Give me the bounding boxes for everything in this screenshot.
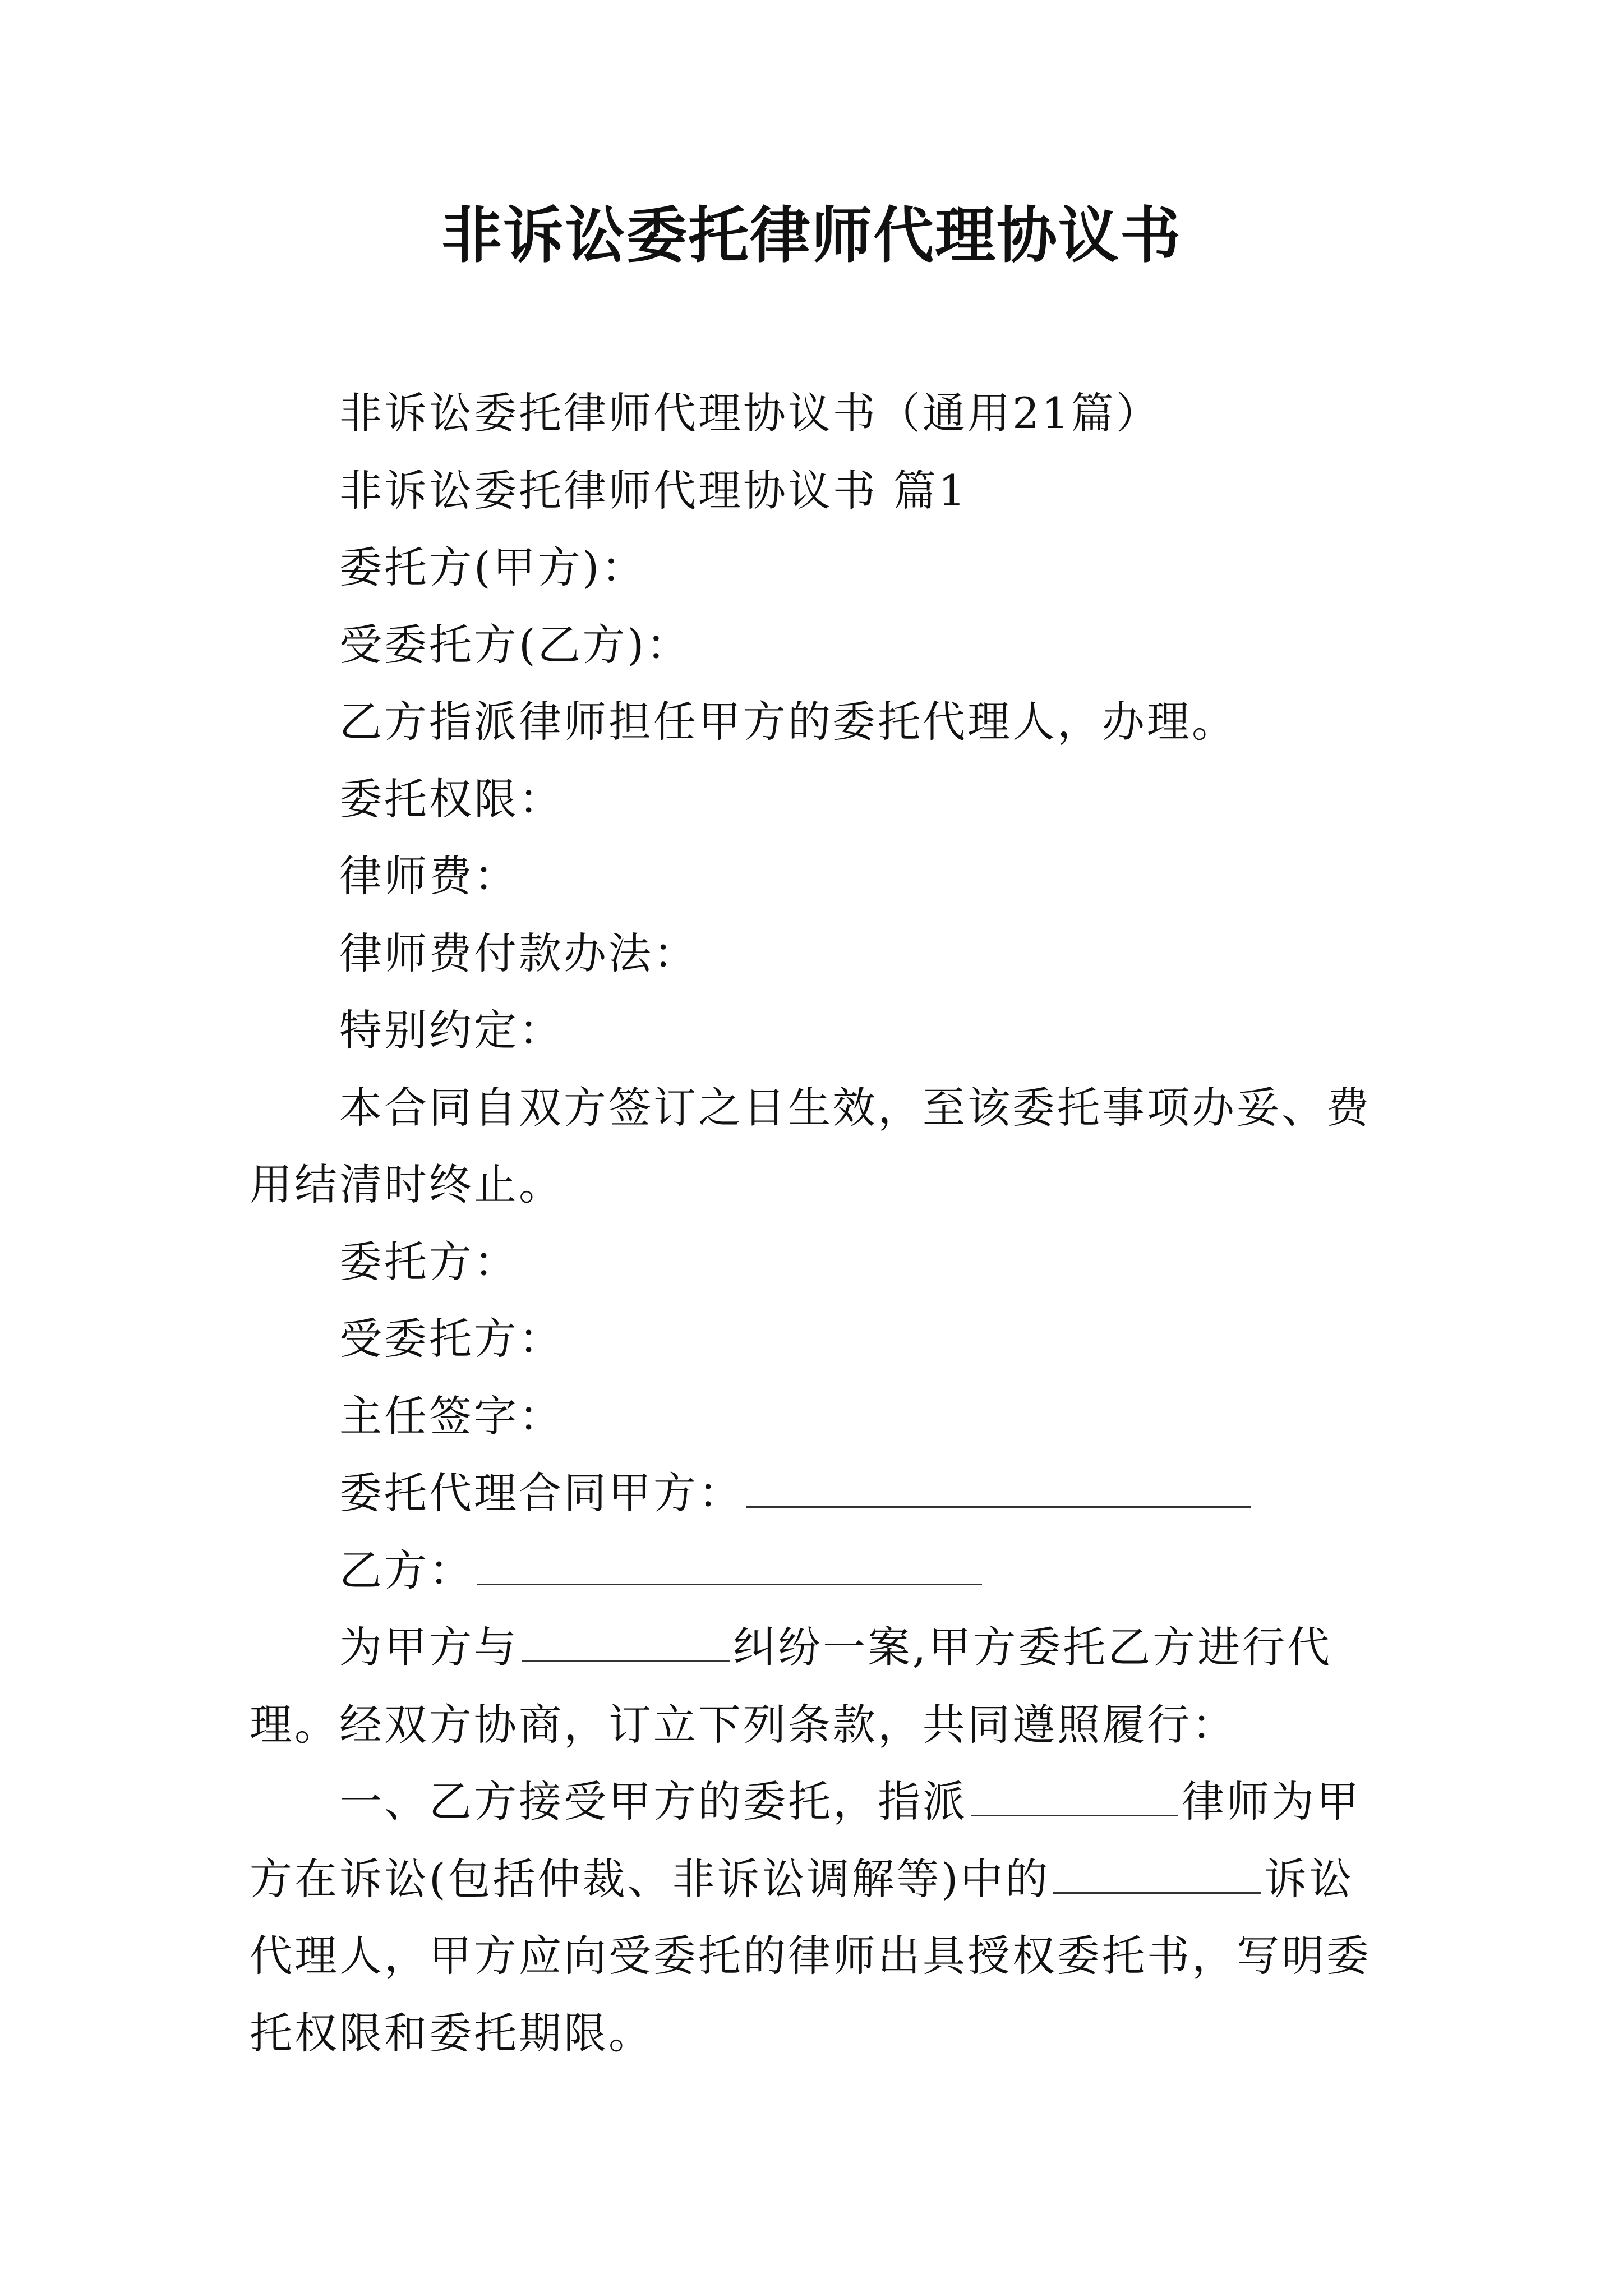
- clause-one-text-middle: 律师为甲方在诉讼(包括仲裁、非诉讼调解等)中的: [250, 1777, 1361, 1904]
- party-a-label: 委托代理合同甲方：: [339, 1468, 743, 1518]
- paragraph-special-terms: 特别约定：: [339, 1005, 564, 1055]
- paragraph-entrusted-party: 受委托方(乙方)：: [339, 619, 691, 670]
- paragraph-signature-entrusted: 受委托方：: [339, 1314, 564, 1364]
- dispute-blank: [522, 1621, 730, 1662]
- paragraph-contract-party-b: [250, 1532, 1382, 1609]
- clause-one-text-end: 诉讼代理人，甲方应向受委托的律师出具授权委托书，写明委托权限和委托期限。: [250, 1853, 1371, 2058]
- clause-one-text-start: 一、乙方接受甲方的委托，指派: [339, 1777, 967, 1826]
- paragraph-client: 委托方(甲方)：: [339, 542, 647, 592]
- document-body: [250, 375, 1382, 2072]
- paragraph-section-heading: 非诉讼委托律师代理协议书 篇1: [339, 465, 968, 516]
- lawyer-name-blank: [971, 1775, 1178, 1816]
- party-b-blank: [477, 1544, 982, 1585]
- paragraph-assignment: 乙方指派律师担任甲方的委托代理人，办理。: [339, 697, 1237, 747]
- paragraph-effective-term: 本合同自双方签订之日生效，至该委托事项办妥、费用结清时终止。: [250, 1082, 1371, 1209]
- litigation-role-blank: [1053, 1853, 1261, 1894]
- paragraph-payment-method: 律师费付款办法：: [339, 928, 698, 978]
- paragraph-lawyer-fee: 律师费：: [339, 851, 519, 901]
- document-title: 非诉讼委托律师代理协议书: [441, 200, 1182, 271]
- paragraph-signature-client: 委托方：: [339, 1236, 519, 1287]
- paragraph-contract-party-a: [250, 1455, 1382, 1532]
- dispute-text-start: 为甲方与: [339, 1622, 519, 1672]
- dispute-text-end: 纠纷一案,甲方委托乙方进行代理。经双方协商，订立下列条款，共同遵照履行：: [250, 1622, 1332, 1750]
- paragraph-director-signature: 主任签字：: [339, 1391, 564, 1441]
- paragraph-authority: 委托权限：: [339, 774, 564, 824]
- party-a-blank: [746, 1467, 1251, 1508]
- paragraph-subtitle: 非诉讼委托律师代理协议书（通用21篇）: [339, 388, 1161, 438]
- paragraph-dispute: [250, 1609, 1382, 1763]
- party-b-label: 乙方：: [339, 1545, 474, 1595]
- paragraph-clause-one: [250, 1763, 1382, 2072]
